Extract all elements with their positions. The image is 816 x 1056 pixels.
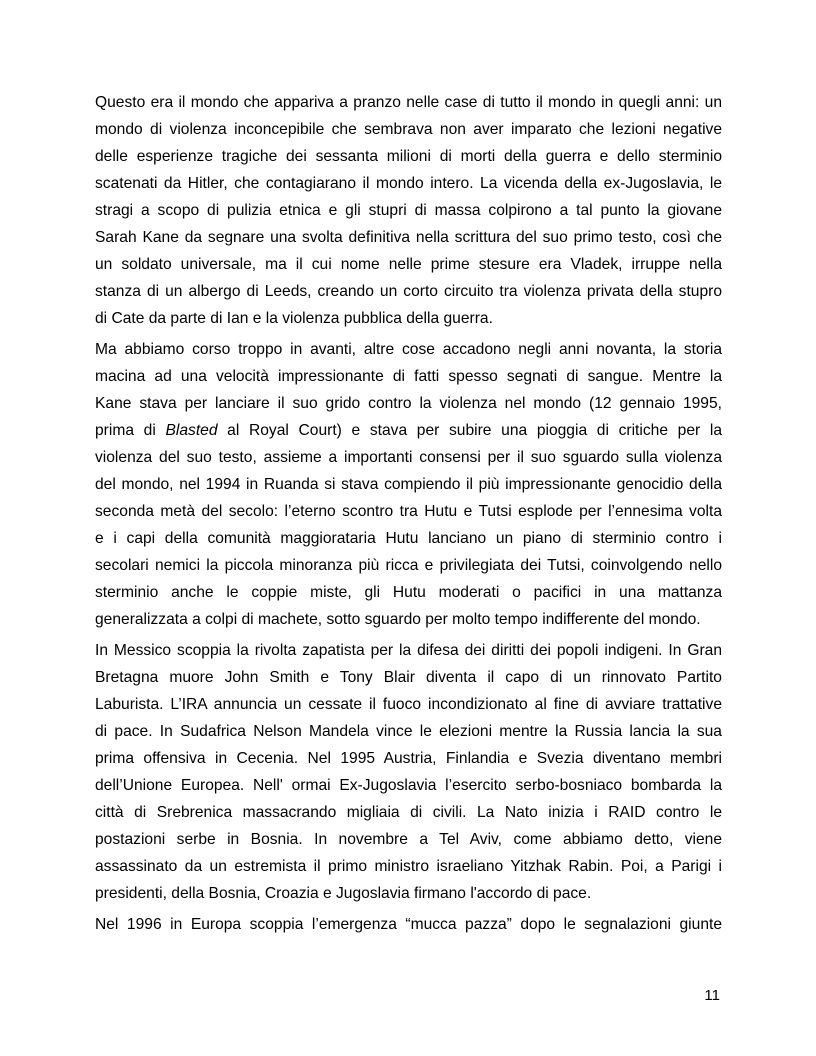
text-line: prima offensiva in Cecenia. Nel 1995 Austria, Finlandia e Svezia diventano membri bbox=[95, 750, 722, 767]
text-line: di pace. In Sudafrica Nelson Mandela vince le elezioni mentre la Russia lancia la sua bbox=[95, 723, 722, 740]
text-run: al Royal Court) e stava per subire una pioggia di critiche per la bbox=[217, 422, 722, 439]
text-line: sterminio anche le coppie miste, gli Hutu moderati o pacifici in una mattanza bbox=[95, 584, 722, 601]
text-line: dell’Unione Europea. Nell' ormai Ex-Jugoslavia l’esercito serbo-bosniaco bombarda la bbox=[95, 777, 722, 794]
text-line: del mondo, nel 1994 in Ruanda si stava compiendo il più impressionante genocidio della bbox=[95, 476, 722, 493]
text-line: un soldato universale, ma il cui nome nelle prime stesure era Vladek, irruppe nella bbox=[95, 256, 722, 273]
text-line: di Cate da parte di Ian e la violenza pubblica della guerra. bbox=[95, 310, 493, 327]
text-line: e i capi della comunità maggiorataria Hutu lanciano un piano di sterminio contro i bbox=[95, 530, 722, 547]
text-line: Laburista. L’IRA annuncia un cessate il fuoco incondizionato al fine di avviare trattative bbox=[95, 696, 722, 713]
text-line: scatenati da Hitler, che contagiarano il mondo intero. La vicenda della ex-Jugoslavia, le bbox=[95, 175, 722, 192]
text-line: Kane stava per lanciare il suo grido contro la violenza nel mondo (12 gennaio 1995, bbox=[95, 395, 722, 412]
text-line: postazioni serbe in Bosnia. In novembre a Tel Aviv, come abbiamo detto, viene bbox=[95, 831, 722, 848]
text-line: Nel 1996 in Europa scoppia l’emergenza “mucca pazza” dopo le segnalazioni giunte bbox=[95, 916, 722, 933]
text-line: Bretagna muore John Smith e Tony Blair diventa il capo di un rinnovato Partito bbox=[95, 669, 722, 686]
page-number: 11 bbox=[704, 987, 720, 1004]
text-line: presidenti, della Bosnia, Croazia e Jugoslavia firmano l'accordo di pace. bbox=[95, 885, 592, 902]
text-line: stragi a scopo di pulizia etnica e gli stupri di massa colpirono a tal punto la giovane bbox=[95, 202, 722, 219]
text-run: prima di bbox=[95, 422, 166, 439]
text-line: seconda metà del secolo: l’eterno scontro tra Hutu e Tutsi esplode per l’ennesima volta bbox=[95, 503, 722, 520]
text-line: secolari nemici la piccola minoranza più ricca e privilegiata dei Tutsi, coinvolgendo nello bbox=[95, 557, 722, 574]
text-line bbox=[95, 420, 722, 442]
text-line: stanza di un albergo di Leeds, creando un corto circuito tra violenza privata della stupro bbox=[95, 283, 722, 300]
text-line: Questo era il mondo che appariva a pranzo nelle case di tutto il mondo in quegli anni: un bbox=[95, 94, 722, 111]
text-line: città di Srebrenica massacrando migliaia di civili. La Nato inizia i RAID contro le bbox=[95, 804, 722, 821]
text-line: In Messico scoppia la rivolta zapatista per la difesa dei diritti dei popoli indigeni. In Gran bbox=[95, 642, 722, 659]
text-line: macina ad una velocità impressionante di fatti spesso segnati di sangue. Mentre la bbox=[95, 368, 722, 385]
text-line: Sarah Kane da segnare una svolta definitiva nella scrittura del suo primo testo, così che bbox=[95, 229, 722, 246]
text-line: violenza del suo testo, assieme a importanti consensi per il suo sguardo sulla violenza bbox=[95, 449, 722, 466]
text-line: delle esperienze tragiche dei sessanta milioni di morti della guerra e dello sterminio bbox=[95, 148, 722, 165]
play-title: Blasted bbox=[165, 422, 218, 439]
text-line: assassinato da un estremista il primo ministro israeliano Yitzhak Rabin. Poi, a Parigi i bbox=[95, 858, 722, 875]
text-line: mondo di violenza inconcepibile che sembrava non aver imparato che lezioni negative bbox=[95, 121, 722, 138]
text-line: generalizzata a colpi di machete, sotto sguardo per molto tempo indifferente del mondo. bbox=[95, 611, 701, 628]
text-line: Ma abbiamo corso troppo in avanti, altre cose accadono negli anni novanta, la storia bbox=[95, 341, 722, 358]
